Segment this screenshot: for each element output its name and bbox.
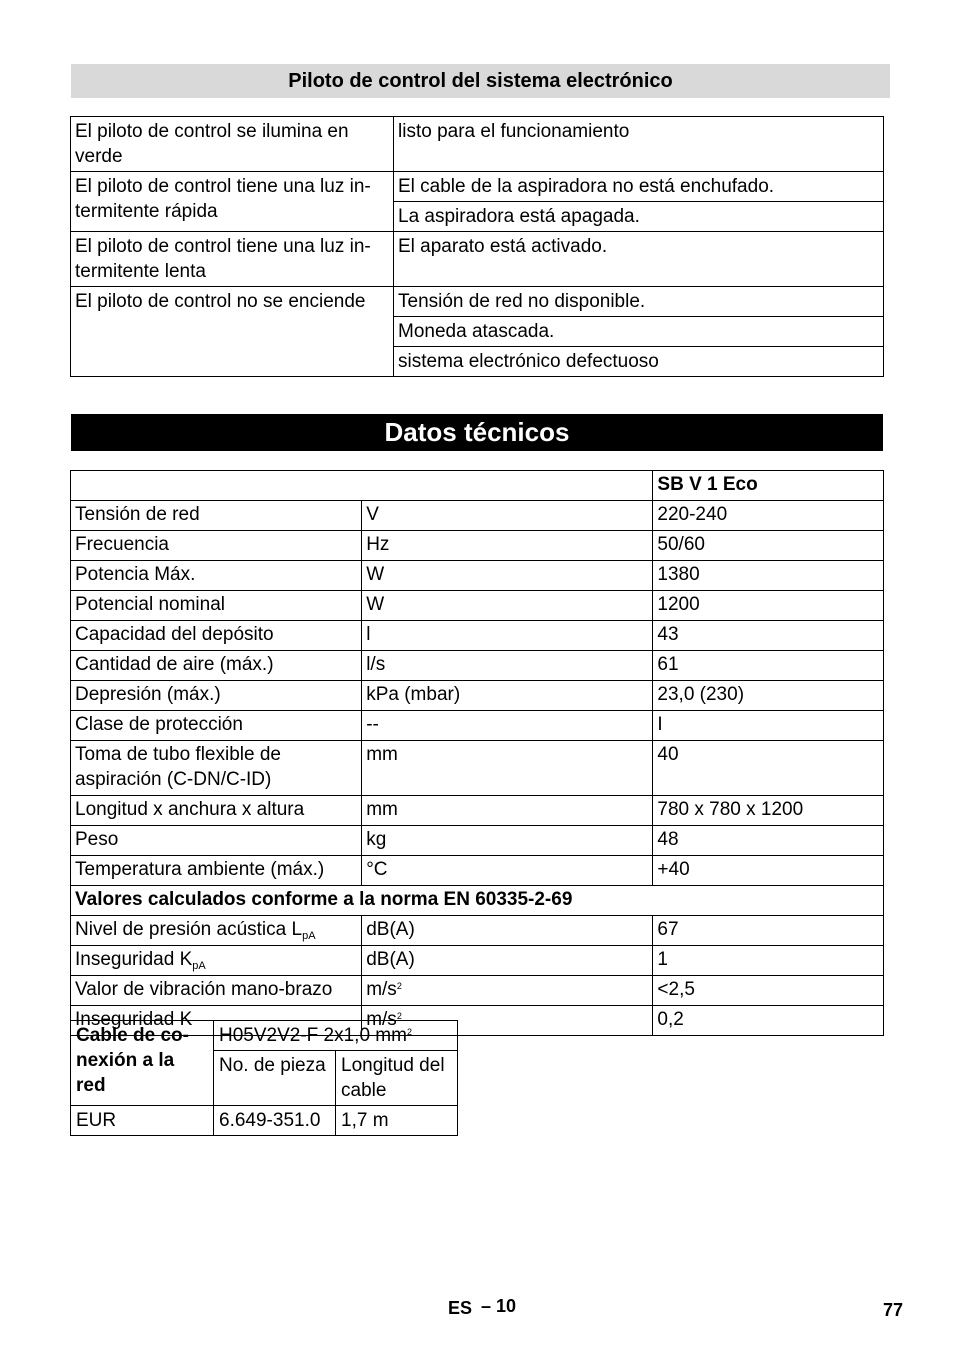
cable-length-header: Longitud del cable [336,1051,458,1106]
condition-cell: El piloto de control tiene una luz in-termitente lenta [71,232,394,287]
cable-length-cell: 1,7 m [336,1106,458,1136]
table-row [71,826,884,856]
spec-unit: Hz [362,531,653,561]
table-row [71,796,884,826]
table-row [71,651,884,681]
spec-name: Clase de protección [71,711,362,741]
table-row [71,1021,458,1051]
spec-value: 220-240 [653,501,884,531]
table-row [71,531,884,561]
spec-unit: l [362,621,653,651]
spec-unit: kg [362,826,653,856]
spec-name: Potencial nominal [71,591,362,621]
spec-name [71,946,362,976]
spec-unit: mm [362,741,653,796]
spec-name-text: Valor de vibración mano-brazo [75,979,333,1000]
meaning-cell: El aparato está activado. [394,232,884,287]
spec-unit-text: dB(A) [366,919,415,940]
spec-unit: W [362,591,653,621]
spec-name: Capacidad del depósito [71,621,362,651]
table-row [71,621,884,651]
spec-unit: l/s [362,651,653,681]
spec-value: 67 [653,916,884,946]
spec-name: Frecuencia [71,531,362,561]
condition-cell: El piloto de control tiene una luz in-termitente rápida [71,172,394,232]
table-row [71,711,884,741]
tech-section-title: Datos técnicos [71,414,883,451]
spec-name-sub: pA [302,930,316,942]
meaning-cell: La aspiradora está apagada. [394,202,884,232]
part-number-header: No. de pieza [214,1051,336,1106]
tech-data-table [70,470,884,1036]
spec-unit: W [362,561,653,591]
region-cell: EUR [71,1106,214,1136]
table-row [71,856,884,886]
footer-section-number: – 10 [481,1296,517,1316]
spec-unit: °C [362,856,653,886]
part-number-cell: 6.649-351.0 [214,1106,336,1136]
table-row [71,916,884,946]
spec-name: Tensión de red [71,501,362,531]
calc-heading: Valores calculados conforme a la norma EN 60335-2-69 [71,886,884,916]
spec-unit: V [362,501,653,531]
spec-value: 61 [653,651,884,681]
spec-name-text: Inseguridad K [75,949,193,970]
spec-unit: mm [362,796,653,826]
cable-spec [214,1021,458,1051]
spec-value: 48 [653,826,884,856]
spec-name: Cantidad de aire (máx.) [71,651,362,681]
spec-unit [362,946,653,976]
spec-unit: -- [362,711,653,741]
meaning-cell: Tensión de red no disponible. [394,287,884,317]
spec-value: I [653,711,884,741]
spec-value: 23,0 (230) [653,681,884,711]
pilot-section-title: Piloto de control del sistema electrónico [71,64,890,98]
calc-heading-row [71,886,884,916]
table-row [71,501,884,531]
header-blank-cell [71,471,653,501]
meaning-cell: listo para el funcionamiento [394,117,884,172]
spec-value: <2,5 [653,976,884,1006]
spec-value: 50/60 [653,531,884,561]
table-row [71,561,884,591]
spec-value: +40 [653,856,884,886]
spec-unit-text: dB(A) [366,949,415,970]
table-row [71,117,884,172]
table-row [71,741,884,796]
table-row [71,976,884,1006]
table-row [71,232,884,287]
table-row [71,1106,458,1136]
spec-value: 1200 [653,591,884,621]
spec-name: Depresión (máx.) [71,681,362,711]
spec-unit-sup: 2 [396,981,402,991]
meaning-cell: Moneda atascada. [394,317,884,347]
spec-name: Potencia Máx. [71,561,362,591]
table-row [71,172,884,202]
spec-value: 43 [653,621,884,651]
spec-value: 0,2 [653,1006,884,1036]
cable-table [70,1020,458,1136]
table-row [71,681,884,711]
spec-name-text: Nivel de presión acústica L [75,919,303,940]
condition-cell: El piloto de control se ilumina en verde [71,117,394,172]
spec-unit: kPa (mbar) [362,681,653,711]
spec-name-sub: pA [192,960,206,972]
footer-language: ES [448,1298,473,1318]
spec-value: 780 x 780 x 1200 [653,796,884,826]
spec-name: Toma de tubo flexible de aspiración (C-DN/C-ID) [71,741,362,796]
spec-name: Temperatura ambiente (máx.) [71,856,362,886]
spec-name [71,976,362,1006]
table-row [71,946,884,976]
page-number: 77 [883,1300,904,1320]
spec-name: Peso [71,826,362,856]
spec-name [71,916,362,946]
meaning-cell: El cable de la aspiradora no está enchufado. [394,172,884,202]
spec-unit [362,976,653,1006]
spec-value: 40 [653,741,884,796]
cable-spec-sup: 2 [406,1027,412,1037]
spec-value: 1 [653,946,884,976]
model-header: SB V 1 Eco [653,471,884,501]
table-row [71,287,884,317]
spec-unit-text: m/s [366,1009,397,1030]
spec-unit-sup: 2 [396,1011,402,1021]
spec-unit [362,916,653,946]
table-header-row [71,471,884,501]
pilot-status-table [70,116,884,377]
cable-label: Cable de co-nexión a la red [71,1021,214,1106]
cable-spec-text: H05V2V2-F 2x1,0 mm [219,1025,407,1046]
condition-cell: El piloto de control no se enciende [71,287,394,377]
table-row [71,591,884,621]
spec-unit-text: m/s [366,979,397,1000]
spec-name: Longitud x anchura x altura [71,796,362,826]
spec-value: 1380 [653,561,884,591]
meaning-cell: sistema electrónico defectuoso [394,347,884,377]
spec-name-text: Inseguridad K [75,1009,193,1030]
